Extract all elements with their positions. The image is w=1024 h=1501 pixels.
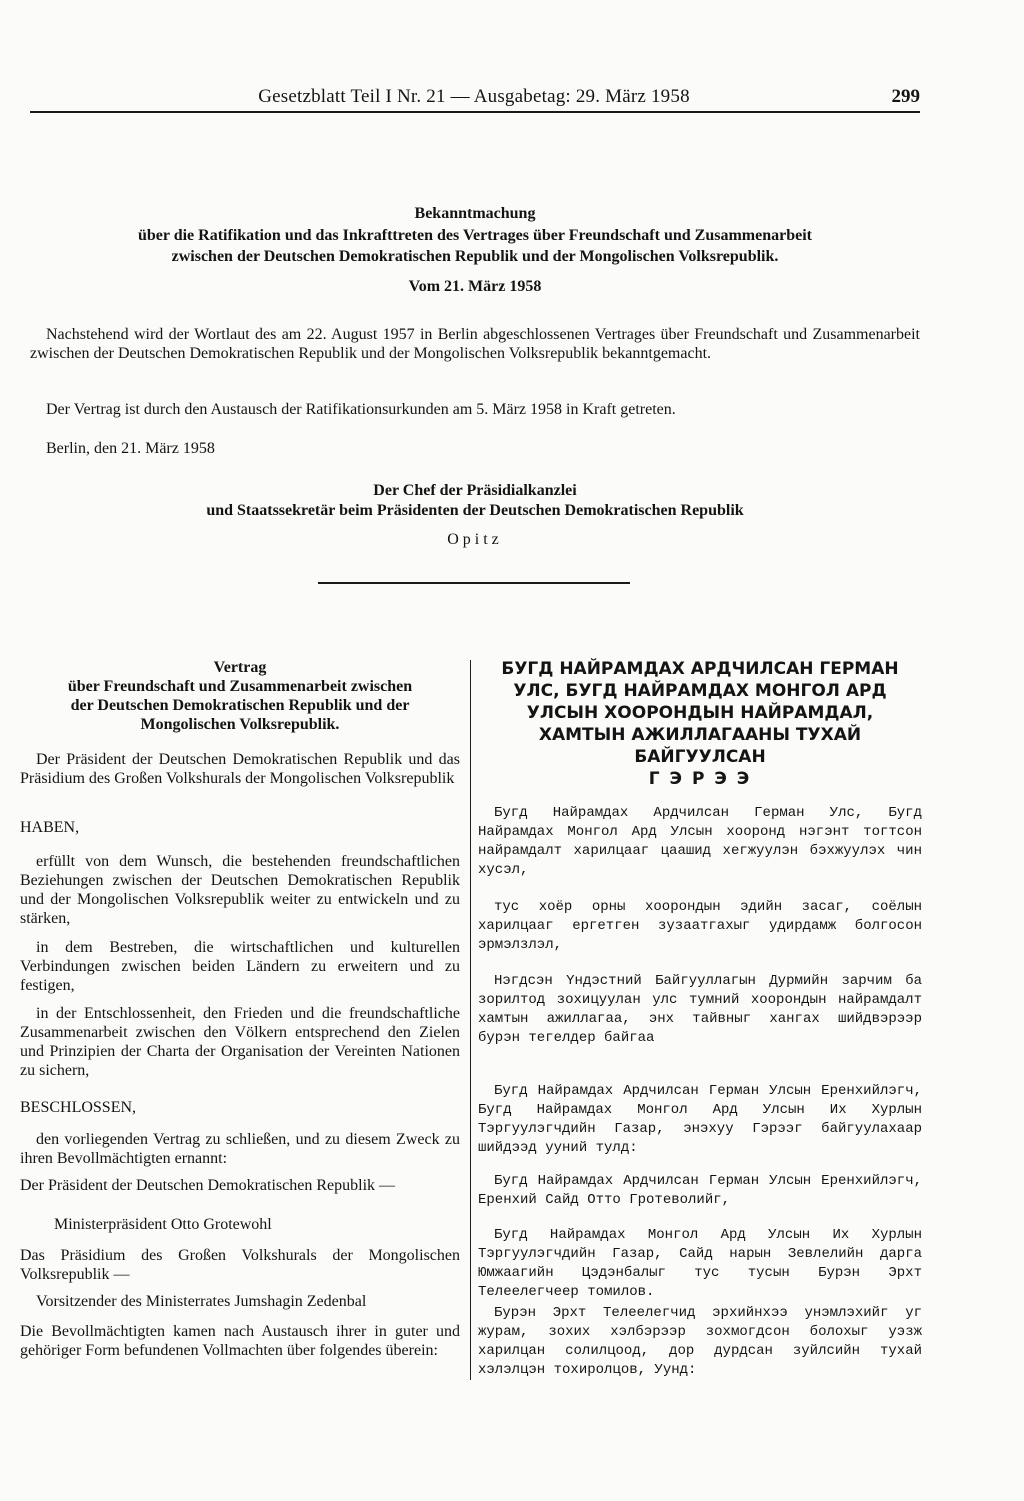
treaty-de-paragraph: den vorliegenden Vertrag zu schließen, und zu diesem Zweck zu ihren Bevollmächtigten ernannt: <box>20 1131 460 1167</box>
treaty-mn-title-2: УЛС, БУГД НАЙРАМДАХ МОНГОЛ АРД <box>513 681 887 701</box>
treaty-mn-paragraph: Бугд Найрамдах Ардчилсан Герман Улсын Еренхийлэгч, Бугд Найрамдах Монгол Ард Улсын Их Хурлын Тэргуулэгчдийн Газар, энэхуу Гэрээг байгуулахаар шийдээд ууний тулд: <box>478 1083 922 1156</box>
treaty-mn-paragraph: Нэгдсэн Үндэстний Байгууллагын Дурмийн зарчим ба зорилтод зохицуулан улс тумний хоорондын найрамдалт хамтын ажиллагаа, энх тайвныг хангах шийдвэрээр бурэн тегелдер байгаа <box>478 973 922 1046</box>
treaty-mn-paragraph: Бурэн Эрхт Телеелегчид эрхийнхээ унэмлэхийг уг журам, зохих хэлбэрээр зохмогдсон болохыг уэзж харилцан солилцоод, дор дурдсан зуйлсийн тухай хэлэлцэн тохиролцов, Уунд: <box>478 1305 922 1378</box>
treaty-de-paragraph: Der Präsident der Deutschen Demokratischen Republik — <box>20 1177 396 1194</box>
announcement-heading <box>30 203 920 296</box>
treaty-mn-title-6: Г Э Р Э Э <box>648 769 752 789</box>
signatory-line-2: und Staatssekretär beim Präsidenten der Deutschen Demokratischen Republik <box>206 502 744 519</box>
treaty-de-title-2: über Freundschaft und Zusammenarbeit zwischen <box>67 678 413 695</box>
signature-block <box>30 481 920 549</box>
announcement-paragraph-2: Der Vertrag ist durch den Austausch der Ratifikationsurkunden am 5. März 1958 in Kraft getreten. <box>46 401 676 418</box>
announcement-subtitle-line2: zwischen der Deutschen Demokratischen Republik und der Mongolischen Volksrepublik. <box>171 248 779 265</box>
announcement-date: Vom 21. März 1958 <box>408 278 542 295</box>
treaty-de-paragraph: in der Entschlossenheit, den Frieden und die freundschaftliche Zusammenarbeit zwischen den Völkern entsprechend den Zielen und Prinzipien der Charta der Organisation der Vereinten Nationen zu sichern, <box>20 1005 460 1079</box>
treaty-de-title-4: Mongolischen Volksrepublik. <box>140 716 340 733</box>
treaty-de-paragraph: Ministerpräsident Otto Grotewohl <box>54 1216 272 1233</box>
signatory-line-1: Der Chef der Präsidialkanzlei <box>373 482 577 499</box>
treaty-mn-title-4: ХАМТЫН АЖИЛЛАГААНЫ ТУХАЙ <box>538 725 862 745</box>
signatory-name: Opitz <box>447 531 503 548</box>
page-number: 299 <box>891 86 920 107</box>
treaty-mn-title-3: УЛСЫН ХООРОНДЫН НАЙРАМДАЛ, <box>526 703 874 723</box>
treaty-mn-title-1: БУГД НАЙРАМДАХ АРДЧИЛСАН ГЕРМАН <box>501 659 899 679</box>
announcement-title: Bekanntmachung <box>414 205 536 222</box>
treaty-de-paragraph: Der Präsident der Deutschen Demokratischen Republik und das Präsidium des Großen Volkshurals der Mongolischen Volksrepublik <box>20 751 460 787</box>
treaty-de-beschlossen: BESCHLOSSEN, <box>20 1099 137 1116</box>
treaty-mn-paragraph: тус хоёр орны хоорондын эдийн засаг, соёлын харилцааг ергетген зузаатгахыг удирдамж болгосон эрмэлзлэл, <box>478 899 922 953</box>
treaty-de-paragraph: Das Präsidium des Großen Volkshurals der Mongolischen Volksrepublik — <box>20 1247 460 1283</box>
treaty-de-paragraph: in dem Bestreben, die wirtschaftlichen und kulturellen Verbindungen zwischen beiden Ländern zu erweitern und zu festigen, <box>20 939 460 994</box>
treaty-de-title-1: Vertrag <box>213 659 267 676</box>
treaty-mn-paragraph: Бугд Найрамдах Ардчилсан Герман Улс, Бугд Найрамдах Монгол Ард Улсын хооронд нэгэнт тогтсон найрамдалт харилцааг цаашид хегжуулэн бэхжуулэх чин хусэл, <box>478 805 922 878</box>
treaty-mongolian-column <box>478 658 922 1378</box>
section-divider <box>318 582 630 584</box>
announcement-subtitle-line1: über die Ratifikation und das Inkrafttreten des Vertrages über Freundschaft und Zusammenarbeit <box>138 227 812 244</box>
header-rule <box>30 111 920 113</box>
treaty-mn-paragraph: Бугд Найрамдах Ардчилсан Герман Улсын Еренхийлэгч, Еренхий Сайд Отто Гротеволийг, <box>478 1173 922 1208</box>
treaty-de-haben: HABEN, <box>20 819 80 836</box>
column-divider <box>470 660 471 1380</box>
announcement-place-date: Berlin, den 21. März 1958 <box>46 440 215 457</box>
treaty-de-paragraph: Vorsitzender des Ministerrates Jumshagin Zedenbal <box>36 1293 367 1310</box>
announcement-paragraph-1: Nachstehend wird der Wortlaut des am 22. August 1957 in Berlin abgeschlossenen Vertrages über Freundschaft und Zusammenarbeit zwischen der Deutschen Demokratischen Republik und der Mongolischen Volksrepublik bekanntgemacht. <box>30 326 920 362</box>
treaty-de-title-3: der Deutschen Demokratischen Republik und der <box>70 697 410 714</box>
treaty-de-paragraph: Die Bevollmächtigten kamen nach Austausch ihrer in guter und gehöriger Form befundenen Vollmachten über folgendes überein: <box>20 1323 460 1359</box>
treaty-de-paragraph: erfüllt von dem Wunsch, die bestehenden freundschaftlichen Beziehungen zwischen der Deutschen Demokratischen Republik und der Mongolischen Volksrepublik weiter zu entwickeln und zu stärken, <box>20 853 460 927</box>
treaty-mn-paragraph: Бугд Найрамдах Монгол Ард Улсын Их Хурлын Тэргуулэгчдийн Газар, Сайд нарын Зевлелийн дарга Юмжаагийн Цэдэнбалыг тус тусын Бурэн Эрхт Телеелегчеер томилов. <box>478 1227 922 1300</box>
treaty-german-column <box>20 658 460 1359</box>
running-head: Gesetzblatt Teil I Nr. 21 — Ausgabetag: 29. März 1958 <box>258 86 690 107</box>
treaty-mn-title-5: БАЙГУУЛСАН <box>634 747 766 767</box>
